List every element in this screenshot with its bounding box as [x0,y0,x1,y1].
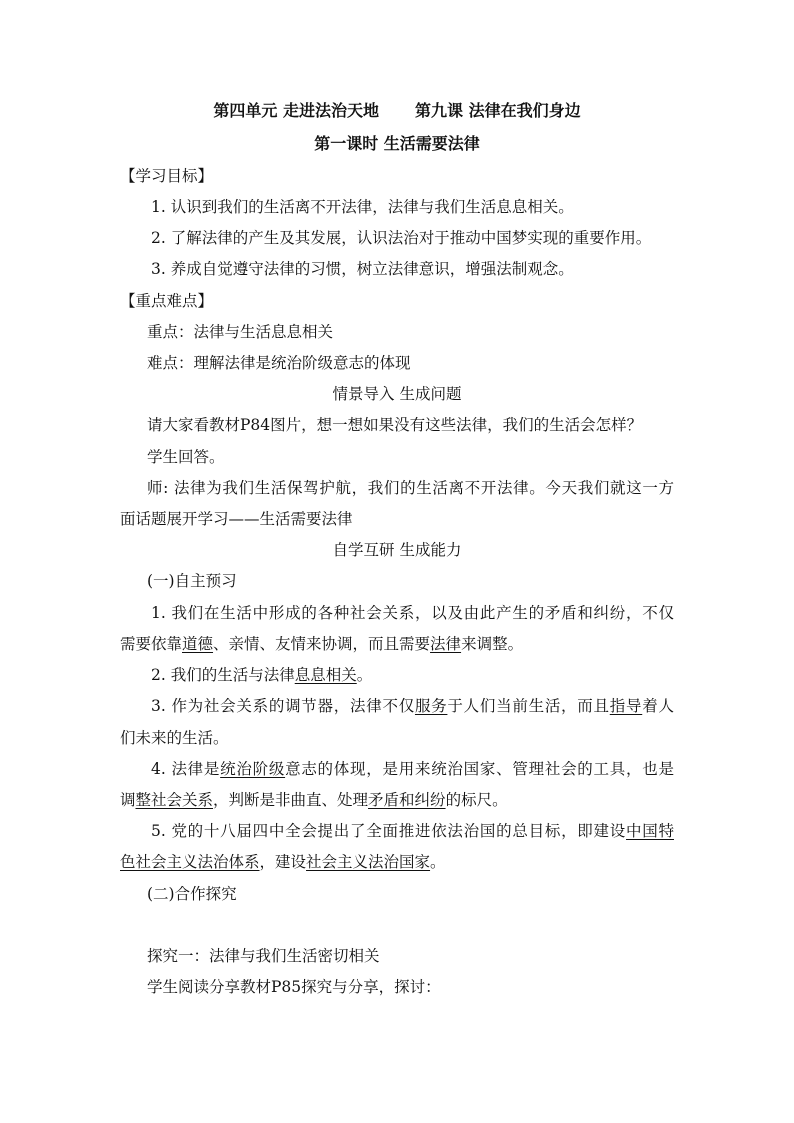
answer-blank: 中国特 [626,822,674,840]
text-run: 5. 党的十八届四中全会提出了全面推进依法治国的总目标，即建设 [151,822,627,840]
text-run: 于人们当前生活，而且 [447,697,610,715]
preview-subheading: (一)自主预习 [147,572,237,590]
text-run: 、亲情、友情来协调，而且需要 [213,635,431,653]
answer-blank: 整社会关系 [135,791,214,809]
text-run: 意志的体现，是用来统治国家、管理社会的工具，也是 [285,760,674,778]
title-unit: 第四单元 走进法治天地 [213,101,379,120]
explore-heading: 探究一：法律与我们生活密切相关 [147,947,380,965]
teacher-remark-line-1: 师: 法律为我们生活保驾护航，我们的生活离不开法律。今天我们就这一方 [147,479,674,497]
answer-blank: 服务 [414,697,448,715]
answer-blank: 法律 [430,635,462,653]
objective-item: 1. 认识到我们的生活离不开法律，法律与我们生活息息相关。 [151,198,574,216]
preview-item-1-line-1: 1. 我们在生活中形成的各种社会关系，以及由此产生的矛盾和纠纷，不仅 [151,604,674,622]
text-run: 需要依靠 [120,635,183,653]
text-run: 着人 [642,697,674,715]
preview-item-5-line-2 [120,852,446,872]
text-run: ，建设 [259,853,307,871]
text-run: 3. 作为社会关系的调节器，法律不仅 [151,697,415,715]
title-lesson: 第九课 法律在我们身边 [415,101,581,120]
objective-item: 3. 养成自觉遵守法律的习惯，树立法律意识，增强法制观念。 [151,260,574,278]
cooperation-subheading: (二)合作探究 [147,885,237,903]
answer-blank: 道德 [182,635,214,653]
preview-item-3-line-1 [120,696,674,716]
intro-heading: 情景导入 生成问题 [332,385,462,403]
answer-blank: 色社会主义法治体系 [120,853,260,871]
preview-item-4-line-2 [120,790,508,810]
text-run: 4. 法律是 [151,760,221,778]
intro-answer: 学生回答。 [147,448,225,466]
explore-instruction: 学生阅读分享教材P85探究与分享，探讨： [147,978,441,996]
preview-item-1-line-2 [120,634,523,654]
text-run: 来调整。 [461,635,524,653]
preview-item-5-line-1 [120,821,674,841]
answer-blank: 息息相关 [294,666,357,684]
answer-blank: 统治阶级 [220,760,286,778]
answer-blank: 矛盾和纠纷 [368,791,446,809]
objectives-heading: 【学习目标】 [120,167,214,185]
text-run: 调 [120,791,136,809]
intro-question: 请大家看教材P84图片，想一想如果没有这些法律，我们的生活会怎样？ [147,416,643,434]
text-run: 的标尺。 [445,791,508,809]
answer-blank: 指导 [609,697,643,715]
self-study-heading: 自学互研 生成能力 [332,541,462,559]
difficulty-point: 难点：理解法律是统治阶级意志的体现 [147,354,411,372]
teacher-remark-line-2: 面话题展开学习——生活需要法律 [120,510,353,528]
preview-item-3-line-2: 们未来的生活。 [120,729,229,747]
focus-point: 重点：法律与生活息息相关 [147,323,334,341]
preview-item-2 [151,665,372,685]
page-subtitle: 第一课时 生活需要法律 [314,134,480,153]
answer-blank: 社会主义法治国家 [306,853,431,871]
objective-item: 2. 了解法律的产生及其发展，认识法治对于推动中国梦实现的重要作用。 [151,229,652,247]
text-run: 。 [430,853,446,871]
preview-item-4-line-1 [120,759,674,779]
text-run: 。 [356,666,373,684]
key-points-heading: 【重点难点】 [120,292,214,310]
page-title [120,101,674,121]
text-run: 2. 我们的生活与法律 [151,666,295,684]
text-run: ，判断是非曲直、处理 [213,791,369,809]
